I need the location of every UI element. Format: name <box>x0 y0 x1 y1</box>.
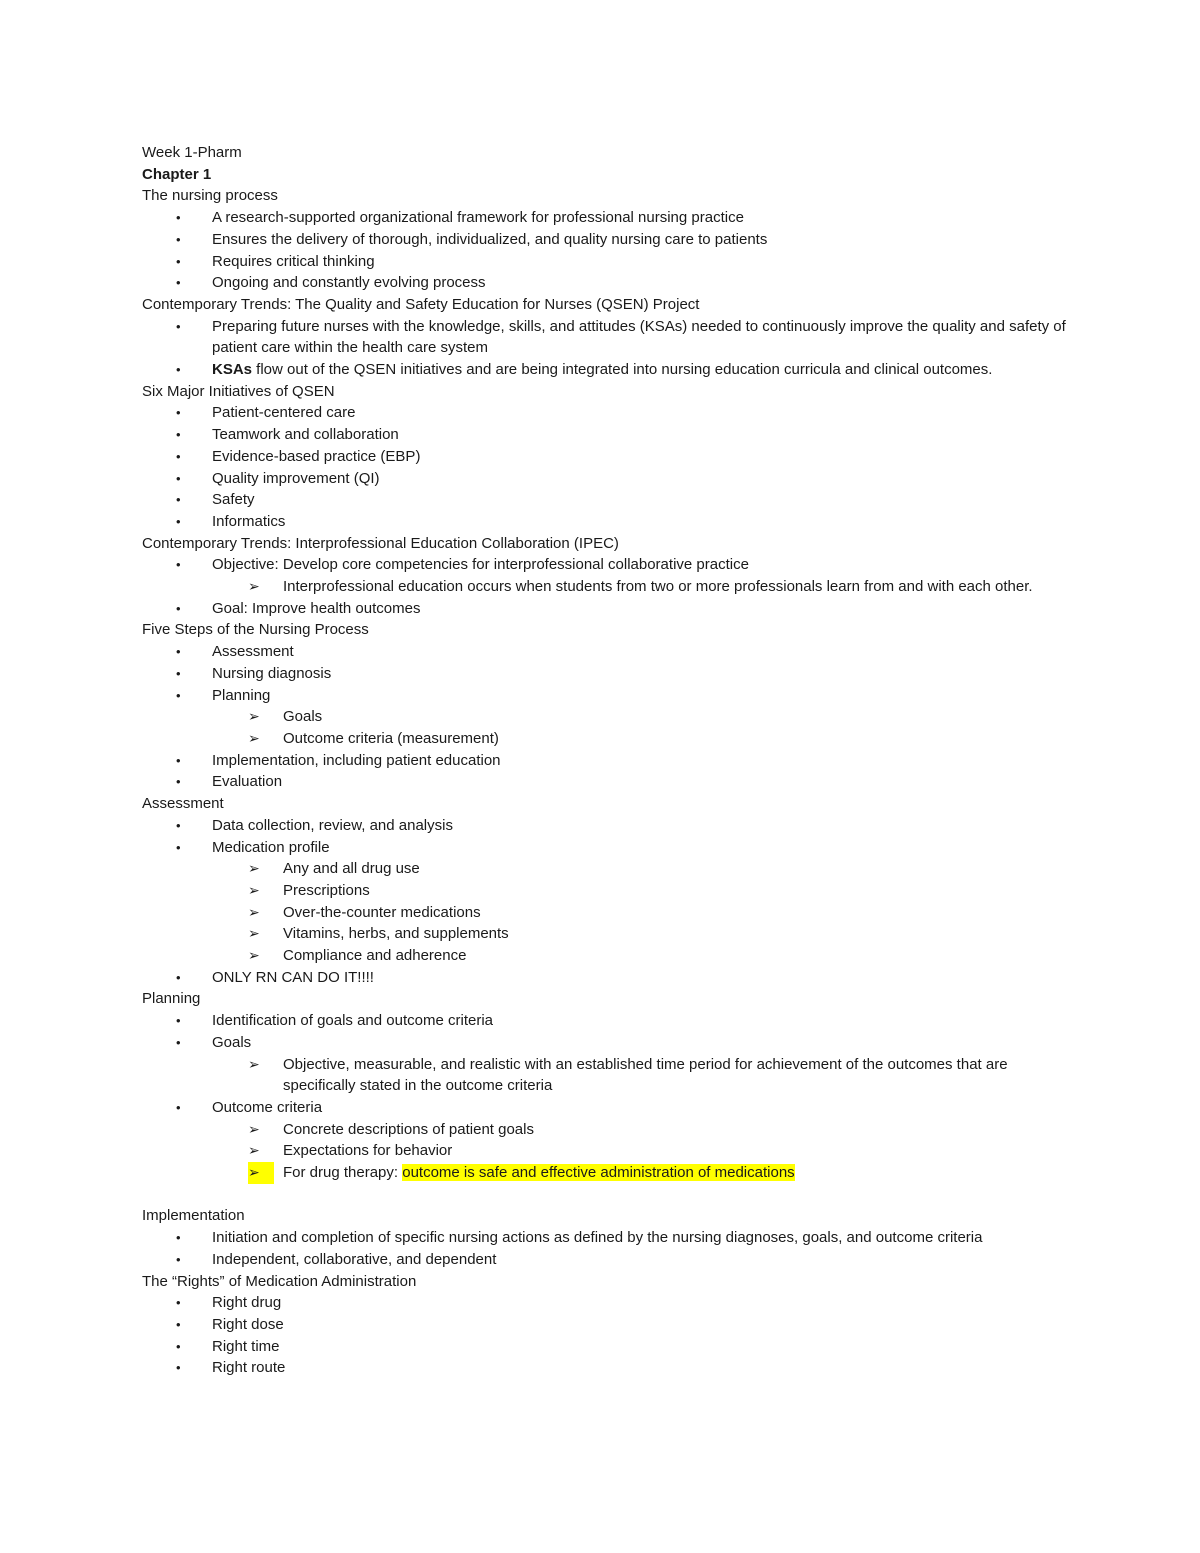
list-item: • Medication profile <box>142 837 1072 859</box>
list-item: • Goal: Improve health outcomes <box>142 598 1072 620</box>
list-item: • Identification of goals and outcome criteria <box>142 1010 1072 1032</box>
bullet-icon: • <box>176 969 181 985</box>
bullet-icon: • <box>176 557 181 573</box>
section-heading-rights: The “Rights” of Medication Administration <box>142 1272 417 1290</box>
bullet-icon: • <box>176 1034 181 1050</box>
list-item: • Implementation, including patient education <box>142 750 1072 772</box>
section-heading-assessment: Assessment <box>142 795 224 813</box>
bullet-icon: • <box>176 665 181 681</box>
list-item: • KSAs flow out of the QSEN initiatives and are being integrated into nursing education curricula and clinical outcomes. <box>142 359 1072 381</box>
assessment-list <box>142 815 1072 989</box>
bullet-icon: • <box>176 470 181 486</box>
sub-list-item: ➢ Goals <box>142 706 1072 728</box>
sub-list-item: ➢ Expectations for behavior <box>142 1140 1072 1162</box>
bullet-icon: • <box>176 774 181 790</box>
list-item: • Evaluation <box>142 771 1072 793</box>
list-item: • A research-supported organizational framework for professional nursing practice <box>142 207 1072 229</box>
bullet-icon: • <box>176 600 181 616</box>
list-item: • Outcome criteria <box>142 1097 1072 1119</box>
list-item: • Preparing future nurses with the knowledge, skills, and attitudes (KSAs) needed to continuously improve the quality and safety of patient care within the health care system <box>176 317 1066 357</box>
ipec-list <box>142 554 1072 619</box>
highlighted-list-item: ➢ For drug therapy: outcome is safe and effective administration of medications <box>142 1162 1072 1184</box>
section-heading-qsen-initiatives: Six Major Initiatives of QSEN <box>142 382 335 400</box>
document-body <box>142 142 1072 1379</box>
qsen-trends-list <box>142 316 1072 381</box>
section-heading-ipec: Contemporary Trends: Interprofessional Education Collaboration (IPEC) <box>142 534 619 552</box>
list-item: • Teamwork and collaboration <box>142 424 1072 446</box>
implementation-list <box>142 1227 1072 1270</box>
section-heading-five-steps: Five Steps of the Nursing Process <box>142 621 369 639</box>
section-heading-qsen-trends: Contemporary Trends: The Quality and Safety Education for Nurses (QSEN) Project <box>142 295 700 313</box>
sub-list-item: ➢ Vitamins, herbs, and supplements <box>142 923 1072 945</box>
list-item: • Evidence-based practice (EBP) <box>142 446 1072 468</box>
sub-list-item: ➢ Objective, measurable, and realistic with an established time period for achievement of the outcomes that are specifically stated in the outcome criteria <box>248 1055 1008 1095</box>
section-heading-planning: Planning <box>142 990 201 1008</box>
sub-list-item: ➢ Concrete descriptions of patient goals <box>142 1119 1072 1141</box>
list-item: • Ongoing and constantly evolving process <box>142 272 1072 294</box>
arrow-bullet-icon: ➢ <box>248 1162 274 1184</box>
arrow-bullet-icon: ➢ <box>248 1142 260 1159</box>
bullet-icon: • <box>176 1295 181 1311</box>
arrow-bullet-icon: ➢ <box>248 729 260 746</box>
sub-list-item: ➢ Over-the-counter medications <box>142 902 1072 924</box>
list-item: • Right route <box>142 1357 1072 1379</box>
arrow-bullet-icon: ➢ <box>248 903 260 920</box>
bullet-icon: • <box>176 1251 181 1267</box>
list-item: • Assessment <box>142 641 1072 663</box>
five-steps-list <box>142 641 1072 793</box>
sub-list-item: ➢ Interprofessional education occurs when students from two or more professionals learn from and with each other. <box>142 576 1072 598</box>
bullet-icon: • <box>176 492 181 508</box>
rights-list <box>142 1292 1072 1379</box>
sub-list-item: ➢ Compliance and adherence <box>142 945 1072 967</box>
bullet-icon: • <box>176 362 181 378</box>
bullet-icon: • <box>176 1360 181 1376</box>
highlighted-text: outcome is safe and effective administration of medications <box>402 1164 795 1182</box>
list-item: • Ensures the delivery of thorough, individualized, and quality nursing care to patients <box>142 229 1072 251</box>
list-item: • Requires critical thinking <box>142 251 1072 273</box>
list-item: • ONLY RN CAN DO IT!!!! <box>142 967 1072 989</box>
sub-list-item: ➢ Outcome criteria (measurement) <box>142 728 1072 750</box>
bullet-icon: • <box>176 644 181 660</box>
list-item: • Initiation and completion of specific nursing actions as defined by the nursing diagnoses, goals, and outcome criteria <box>142 1227 1072 1249</box>
arrow-bullet-icon: ➢ <box>248 578 260 595</box>
bullet-icon: • <box>176 1316 181 1332</box>
bullet-icon: • <box>176 275 181 291</box>
bullet-icon: • <box>176 839 181 855</box>
arrow-bullet-icon: ➢ <box>248 1120 260 1137</box>
arrow-bullet-icon: ➢ <box>248 925 260 942</box>
chapter-heading: Chapter 1 <box>142 165 212 183</box>
bullet-icon: • <box>176 231 181 247</box>
bullet-icon: • <box>176 210 181 226</box>
document-title: Week 1-Pharm <box>142 144 242 161</box>
bullet-icon: • <box>176 253 181 269</box>
bullet-icon: • <box>176 448 181 464</box>
list-item: • Planning <box>142 685 1072 707</box>
section-heading-implementation: Implementation <box>142 1207 245 1225</box>
blank-line <box>142 1184 1072 1206</box>
list-item: • Objective: Develop core competencies for interprofessional collaborative practice <box>142 554 1072 576</box>
bullet-icon: • <box>176 513 181 529</box>
bullet-icon: • <box>176 405 181 421</box>
bullet-icon: • <box>176 687 181 703</box>
bullet-icon: • <box>176 752 181 768</box>
ksas-bold: KSAs <box>212 361 253 379</box>
list-item: • Patient-centered care <box>142 402 1072 424</box>
list-item: • Data collection, review, and analysis <box>142 815 1072 837</box>
list-item: • Right dose <box>142 1314 1072 1336</box>
list-item: • Nursing diagnosis <box>142 663 1072 685</box>
bullet-icon: • <box>176 1338 181 1354</box>
bullet-icon: • <box>176 1099 181 1115</box>
planning-list <box>142 1010 1072 1184</box>
bullet-icon: • <box>176 427 181 443</box>
arrow-bullet-icon: ➢ <box>248 1055 260 1072</box>
qsen-initiatives-list <box>142 402 1072 532</box>
sub-list-item: ➢ Any and all drug use <box>142 858 1072 880</box>
list-item: • Safety <box>142 489 1072 511</box>
list-item: • Independent, collaborative, and dependent <box>142 1249 1072 1271</box>
bullet-icon: • <box>176 1013 181 1029</box>
arrow-bullet-icon: ➢ <box>248 947 260 964</box>
arrow-bullet-icon: ➢ <box>248 708 260 725</box>
list-item: • Right time <box>142 1336 1072 1358</box>
list-item: • Goals <box>142 1032 1072 1054</box>
sub-list-item: ➢ Prescriptions <box>142 880 1072 902</box>
list-item: • Informatics <box>142 511 1072 533</box>
arrow-bullet-icon: ➢ <box>248 881 260 898</box>
list-item: • Quality improvement (QI) <box>142 468 1072 490</box>
nursing-process-list <box>142 207 1072 294</box>
bullet-icon: • <box>176 1230 181 1246</box>
bullet-icon: • <box>176 318 181 334</box>
arrow-bullet-icon: ➢ <box>248 860 260 877</box>
bullet-icon: • <box>176 817 181 833</box>
section-heading-nursing-process: The nursing process <box>142 187 278 205</box>
list-item: • Right drug <box>142 1292 1072 1314</box>
